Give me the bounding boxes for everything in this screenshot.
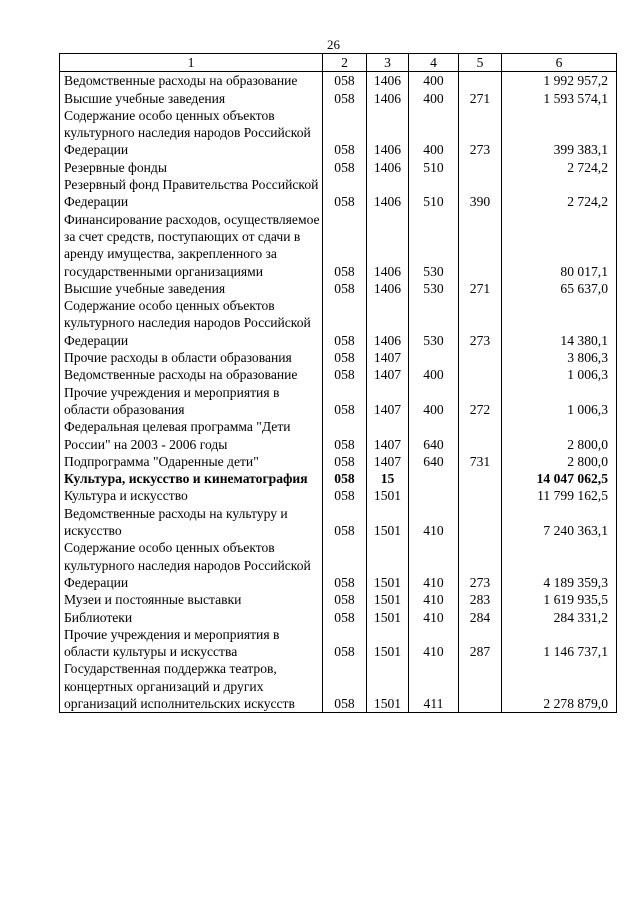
item-name: Ведомственные расходы на образование <box>60 72 323 90</box>
code-section: 1406 <box>367 72 409 90</box>
code-ministry: 058 <box>323 72 367 90</box>
code-expense-type <box>459 211 502 280</box>
code-ministry: 058 <box>323 626 367 661</box>
table-row <box>60 609 617 626</box>
code-ministry: 058 <box>323 418 367 453</box>
code-ministry: 058 <box>323 159 367 176</box>
code-ministry: 058 <box>323 366 367 383</box>
code-article <box>409 349 459 366</box>
table-row <box>60 280 617 297</box>
budget-table <box>59 53 617 713</box>
amount: 11 799 162,5 <box>502 487 617 504</box>
code-expense-type: 273 <box>459 107 502 159</box>
item-name: Библиотеки <box>60 609 323 626</box>
code-article: 640 <box>409 418 459 453</box>
amount: 1 593 574,1 <box>502 90 617 107</box>
code-section: 1406 <box>367 159 409 176</box>
code-article: 410 <box>409 539 459 591</box>
table-row <box>60 418 617 453</box>
item-name: Содержание особо ценных объектов культурного наследия народов Российской Федерации <box>60 107 323 159</box>
code-article: 410 <box>409 609 459 626</box>
code-ministry: 058 <box>323 90 367 107</box>
code-section: 1406 <box>367 107 409 159</box>
amount: 1 006,3 <box>502 366 617 383</box>
code-section: 1501 <box>367 505 409 540</box>
amount: 1 619 935,5 <box>502 591 617 608</box>
amount: 80 017,1 <box>502 211 617 280</box>
header-col-2: 2 <box>323 54 367 72</box>
item-name: Государственная поддержка театров, концертных организаций и других организаций исполнительских искусств <box>60 660 323 712</box>
code-article: 410 <box>409 591 459 608</box>
table-row <box>60 366 617 383</box>
code-section: 1407 <box>367 453 409 470</box>
code-expense-type <box>459 418 502 453</box>
header-row <box>60 54 617 72</box>
amount: 7 240 363,1 <box>502 505 617 540</box>
item-name: Содержание особо ценных объектов культурного наследия народов Российской Федерации <box>60 539 323 591</box>
item-name: Прочие учреждения и мероприятия в области образования <box>60 384 323 419</box>
code-expense-type: 390 <box>459 176 502 211</box>
code-ministry: 058 <box>323 107 367 159</box>
code-expense-type: 271 <box>459 90 502 107</box>
code-article: 510 <box>409 159 459 176</box>
table-row <box>60 539 617 591</box>
amount: 2 278 879,0 <box>502 660 617 712</box>
item-name: Высшие учебные заведения <box>60 280 323 297</box>
table-row <box>60 349 617 366</box>
code-ministry: 058 <box>323 280 367 297</box>
item-name: Содержание особо ценных объектов культурного наследия народов Российской Федерации <box>60 297 323 349</box>
table-row <box>60 176 617 211</box>
code-ministry: 058 <box>323 505 367 540</box>
code-expense-type <box>459 505 502 540</box>
code-ministry: 058 <box>323 297 367 349</box>
code-expense-type <box>459 487 502 504</box>
item-name: Прочие расходы в области образования <box>60 349 323 366</box>
table-row <box>60 384 617 419</box>
code-section: 1406 <box>367 176 409 211</box>
code-ministry: 058 <box>323 487 367 504</box>
code-expense-type <box>459 660 502 712</box>
code-article: 410 <box>409 626 459 661</box>
code-expense-type <box>459 72 502 90</box>
amount: 284 331,2 <box>502 609 617 626</box>
code-section: 1407 <box>367 418 409 453</box>
code-article: 400 <box>409 90 459 107</box>
code-ministry: 058 <box>323 349 367 366</box>
code-section: 1501 <box>367 609 409 626</box>
code-article: 530 <box>409 211 459 280</box>
code-article: 640 <box>409 453 459 470</box>
code-ministry: 058 <box>323 384 367 419</box>
table-row <box>60 211 617 280</box>
header-col-3: 3 <box>367 54 409 72</box>
item-name: Финансирование расходов, осуществляемое за счет средств, поступающих от сдачи в аренду имущества, закрепленного за государственными организациями <box>60 211 323 280</box>
header-col-4: 4 <box>409 54 459 72</box>
amount: 1 992 957,2 <box>502 72 617 90</box>
item-name: Музеи и постоянные выставки <box>60 591 323 608</box>
code-article: 411 <box>409 660 459 712</box>
amount: 3 806,3 <box>502 349 617 366</box>
item-name: Культура и искусство <box>60 487 323 504</box>
code-article <box>409 470 459 487</box>
code-expense-type: 287 <box>459 626 502 661</box>
code-ministry: 058 <box>323 539 367 591</box>
item-name: Федеральная целевая программа "Дети России" на 2003 - 2006 годы <box>60 418 323 453</box>
amount: 399 383,1 <box>502 107 617 159</box>
item-name: Ведомственные расходы на образование <box>60 366 323 383</box>
code-expense-type: 272 <box>459 384 502 419</box>
table-row <box>60 470 617 487</box>
code-article: 400 <box>409 366 459 383</box>
code-expense-type: 283 <box>459 591 502 608</box>
code-expense-type <box>459 349 502 366</box>
amount: 4 189 359,3 <box>502 539 617 591</box>
item-name: Прочие учреждения и мероприятия в области культуры и искусства <box>60 626 323 661</box>
code-section: 1407 <box>367 384 409 419</box>
table-row <box>60 487 617 504</box>
code-article: 400 <box>409 384 459 419</box>
page-number: 26 <box>327 37 340 52</box>
code-expense-type <box>459 159 502 176</box>
code-ministry: 058 <box>323 211 367 280</box>
header-col-6: 6 <box>502 54 617 72</box>
code-ministry: 058 <box>323 591 367 608</box>
header-col-5: 5 <box>459 54 502 72</box>
code-ministry: 058 <box>323 470 367 487</box>
header-col-1: 1 <box>60 54 323 72</box>
code-expense-type <box>459 366 502 383</box>
code-expense-type: 273 <box>459 539 502 591</box>
code-ministry: 058 <box>323 660 367 712</box>
amount: 2 724,2 <box>502 159 617 176</box>
amount: 2 800,0 <box>502 453 617 470</box>
code-article: 530 <box>409 297 459 349</box>
code-section: 15 <box>367 470 409 487</box>
code-expense-type <box>459 470 502 487</box>
code-article: 400 <box>409 107 459 159</box>
item-name: Высшие учебные заведения <box>60 90 323 107</box>
code-section: 1501 <box>367 660 409 712</box>
code-ministry: 058 <box>323 453 367 470</box>
code-expense-type: 731 <box>459 453 502 470</box>
table-row <box>60 591 617 608</box>
item-name: Резервный фонд Правительства Российской Федерации <box>60 176 323 211</box>
item-name: Подпрограмма "Одаренные дети" <box>60 453 323 470</box>
code-section: 1406 <box>367 90 409 107</box>
table-row <box>60 505 617 540</box>
amount: 65 637,0 <box>502 280 617 297</box>
code-section: 1501 <box>367 626 409 661</box>
code-article: 400 <box>409 72 459 90</box>
code-article <box>409 487 459 504</box>
amount: 2 724,2 <box>502 176 617 211</box>
item-name: Ведомственные расходы на культуру и искусство <box>60 505 323 540</box>
code-expense-type: 271 <box>459 280 502 297</box>
code-article: 410 <box>409 505 459 540</box>
code-section: 1501 <box>367 539 409 591</box>
code-section: 1407 <box>367 366 409 383</box>
table-row <box>60 159 617 176</box>
code-expense-type: 273 <box>459 297 502 349</box>
code-ministry: 058 <box>323 176 367 211</box>
amount: 14 380,1 <box>502 297 617 349</box>
amount: 14 047 062,5 <box>502 470 617 487</box>
table-row <box>60 107 617 159</box>
item-name: Культура, искусство и кинематография <box>60 470 323 487</box>
code-article: 510 <box>409 176 459 211</box>
code-article: 530 <box>409 280 459 297</box>
table-body <box>60 72 617 713</box>
code-section: 1406 <box>367 280 409 297</box>
amount: 1 006,3 <box>502 384 617 419</box>
code-section: 1407 <box>367 349 409 366</box>
table-row <box>60 453 617 470</box>
table-row <box>60 297 617 349</box>
amount: 2 800,0 <box>502 418 617 453</box>
code-section: 1501 <box>367 487 409 504</box>
item-name: Резервные фонды <box>60 159 323 176</box>
code-expense-type: 284 <box>459 609 502 626</box>
code-section: 1406 <box>367 211 409 280</box>
code-section: 1501 <box>367 591 409 608</box>
amount: 1 146 737,1 <box>502 626 617 661</box>
code-ministry: 058 <box>323 609 367 626</box>
table-row <box>60 660 617 712</box>
code-section: 1406 <box>367 297 409 349</box>
table-row <box>60 72 617 90</box>
table-row <box>60 626 617 661</box>
table-row <box>60 90 617 107</box>
